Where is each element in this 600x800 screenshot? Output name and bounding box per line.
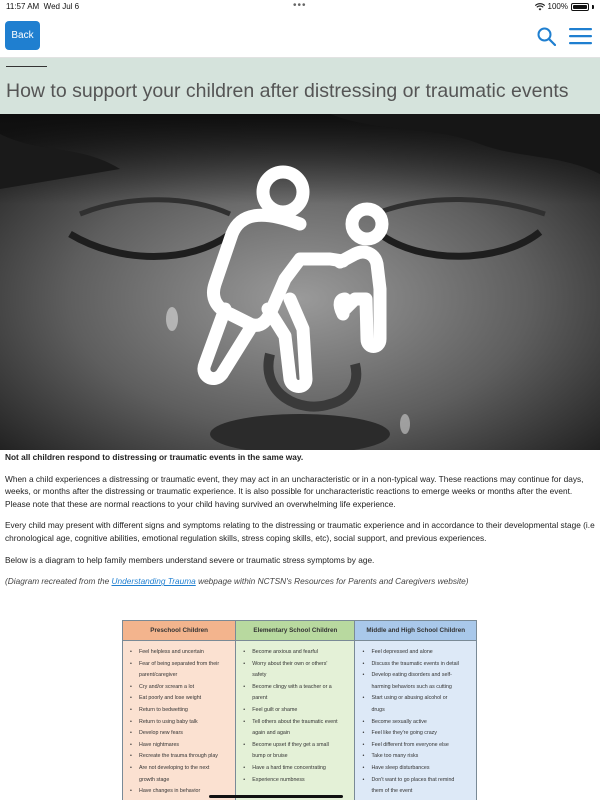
symptom-item: bump or bruise [252,753,288,760]
status-time: 11:57 AM [6,2,40,11]
header-middle-high: Middle and High School Children [355,621,477,641]
header-preschool: Preschool Children [123,621,236,641]
title-band [0,58,600,114]
hero-photo [0,114,600,450]
table-body-row [123,641,477,800]
table-header-row [123,621,477,641]
symptom-item: • Don't want to go places that remind [361,775,472,787]
diagram-caption [5,575,595,588]
symptom-item: • Develop eating disorders and self- [361,670,472,682]
symptom-item: • Have a hard time concentrating [242,763,350,775]
symptom-item: them of the event [371,788,413,795]
symptoms-by-age-table [122,620,477,800]
multitasking-dots-icon[interactable]: ••• [293,0,307,11]
title-rule [6,66,47,67]
symptom-item: • Develop new fears [129,728,231,740]
symptom-item: • Have nightmares [129,740,231,752]
symptom-item: • Experience numbness [242,775,350,787]
paragraph-3: Below is a diagram to help family members understand severe or traumatic stress symptoms by age. [5,554,375,565]
article-body [5,451,595,597]
symptom-item: • Are not developing to the next [129,763,231,775]
symptom-item: • Discuss the traumatic events in detail [361,659,472,671]
paragraph-1: When a child experiences a distressing or traumatic event, they may act in an uncharacteristic or in a non-typical way. These reactions may continue for days, weeks, or months after the distressing or traumatic experience. It is also possible for uncharacteristic reactions to emerge weeks or months after the event. Please note that these are normal reactions to your child having survived an overwhelming life experience. [5,473,584,509]
hamburger-menu-icon[interactable] [569,27,592,45]
understanding-trauma-link[interactable]: Understanding Trauma [111,576,196,587]
caption-suffix: webpage within NCTSN's Resources for Parents and Caregivers website) [195,576,469,587]
symptom-item: safety [252,672,267,679]
symptom-item: • Become clingy with a teacher or a [242,682,350,694]
status-time-date [6,2,79,11]
status-date: Wed Jul 6 [43,2,80,11]
back-button[interactable]: Back [5,21,40,50]
middle-high-symptoms [355,641,477,800]
symptom-item: • Fear of being separated from their [129,659,231,671]
symptom-item: • Cry and/or scream a lot [129,682,231,694]
symptom-item: • Feel different from everyone else [361,740,472,752]
symptom-item: parent/caregiver [139,672,178,679]
symptom-item: • Become sexually active [361,717,472,729]
symptom-item: • Recreate the trauma through play [129,751,231,763]
symptom-item: drugs [371,706,385,713]
battery-percent: 100% [547,2,568,11]
battery-icon [571,3,589,11]
home-indicator[interactable] [209,795,343,798]
middle-high-list [361,647,472,798]
elementary-list [242,647,350,786]
header-elementary: Elementary School Children [236,621,355,641]
page-title: How to support your children after distressing or traumatic events [6,80,569,102]
symptom-item: • Tell others about the traumatic event [242,717,350,729]
symptom-item: • Start using or abusing alcohol or [361,693,472,705]
nav-bar [0,14,600,58]
status-bar [0,0,600,14]
symptom-item: again and again [252,730,290,737]
wifi-icon [535,3,545,11]
preschool-symptoms [123,641,236,800]
status-right [535,2,594,11]
search-icon[interactable] [537,27,556,46]
symptom-item: • Feel depressed and alone [361,647,472,659]
symptom-item: • Feel like they're going crazy [361,728,472,740]
symptom-item: • Eat poorly and lose weight [129,693,231,705]
hero-image [0,114,600,450]
symptom-item: • Take too many risks [361,751,472,763]
symptom-item: • Feel helpless and uncertain [129,647,231,659]
caption-prefix: (Diagram recreated from the [5,576,112,587]
symptom-item: • Become anxious and fearful [242,647,350,659]
symptom-item: growth stage [139,776,170,783]
symptom-item: parent [252,695,268,702]
symptom-item: • Have sleep disturbances [361,763,472,775]
lead-paragraph: Not all children respond to distressing or traumatic events in the same way. [5,452,304,462]
symptom-item: • Have changes in behavior [129,786,231,798]
symptom-item: • Return to using baby talk [129,717,231,729]
paragraph-2: Every child may present with different signs and symptoms relating to the distressing or traumatic experience and in accordance to their developmental stage (i.e chronological age, cognitive abilities, emotional regulation skills, stress coping skills, etc), social support, and previous experiences. [5,520,595,543]
symptom-item: harming behaviors such as cutting [371,683,452,690]
elementary-symptoms [236,641,355,800]
symptom-item: • Worry about their own or others' [242,659,350,671]
symptom-item: • Return to bedwetting [129,705,231,717]
symptom-item: • Feel guilt or shame [242,705,350,717]
symptom-item: • Become upset if they get a small [242,740,350,752]
preschool-list [129,647,231,798]
